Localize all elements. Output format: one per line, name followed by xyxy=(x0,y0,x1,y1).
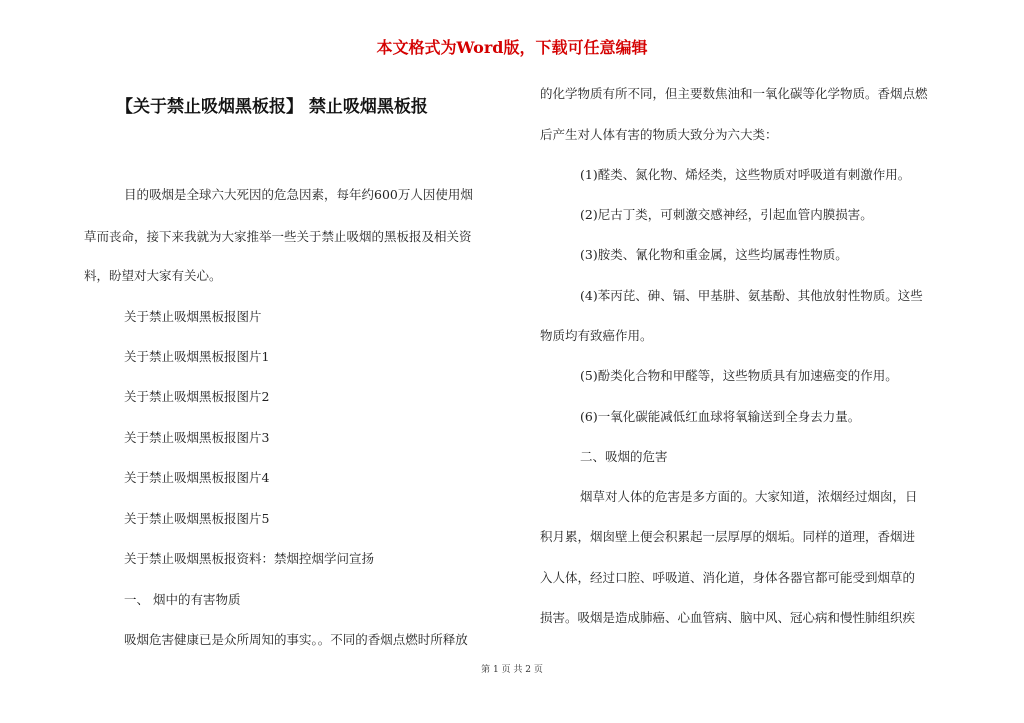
right-text-line: 入人体，经过口腔、呼吸道、消化道，身体各器官都可能受到烟草的 xyxy=(540,570,916,585)
right-text-line: 物质均有致癌作用。 xyxy=(540,328,653,343)
left-text-line: 关于禁止吸烟黑板报图片2 xyxy=(124,389,270,404)
left-text-line: 目的吸烟是全球六大死因的危急因素，每年约600万人因使用烟 xyxy=(124,187,473,202)
left-text-line: 料，盼望对大家有关心。 xyxy=(84,268,222,283)
right-text-line: 积月累，烟囱壁上便会积累起一层厚厚的烟垢。同样的道理，香烟进 xyxy=(540,529,916,544)
left-text-line: 关于禁止吸烟黑板报图片 xyxy=(124,309,262,324)
document-banner: 本文格式为Word版，下载可任意编辑 xyxy=(376,38,648,57)
right-text-line: (3)胺类、氰化物和重金属，这些均属毒性物质。 xyxy=(580,247,848,262)
right-text-line: 的化学物质有所不同，但主要数焦油和一氧化碳等化学物质。香烟点燃 xyxy=(540,86,928,101)
left-text-line: 吸烟危害健康已是众所周知的事实。。不同的香烟点燃时所释放 xyxy=(124,632,468,647)
left-text-line: 关于禁止吸烟黑板报图片3 xyxy=(124,430,270,445)
right-text-line: (1)醛类、氮化物、烯烃类，这些物质对呼吸道有刺激作用。 xyxy=(580,167,911,182)
document-title: 【关于禁止吸烟黑板报】 禁止吸烟黑板报 xyxy=(116,97,428,117)
right-section-heading: 二、吸烟的危害 xyxy=(580,449,668,464)
left-text-line: 关于禁止吸烟黑板报资料：禁烟控烟学问宣扬 xyxy=(124,551,375,566)
left-text-line: 关于禁止吸烟黑板报图片4 xyxy=(124,470,270,485)
right-text-line: 损害。吸烟是造成肺癌、心血管病、脑中风、冠心病和慢性肺组织疾 xyxy=(540,610,916,625)
right-text-line: (5)酚类化合物和甲醛等，这些物质具有加速癌变的作用。 xyxy=(580,368,898,383)
right-text-line: (6)一氧化碳能减低红血球将氧输送到全身去力量。 xyxy=(580,409,861,424)
right-text-line: 后产生对人体有害的物质大致分为六大类： xyxy=(540,127,778,142)
left-section-heading: 一、 烟中的有害物质 xyxy=(124,592,241,607)
page-number-footer: 第 1 页 共 2 页 xyxy=(481,665,543,675)
right-text-line: (4)苯丙芘、砷、镉、甲基肼、氨基酚、其他放射性物质。这些 xyxy=(580,288,923,303)
right-text-line: (2)尼古丁类，可刺激交感神经，引起血管内膜损害。 xyxy=(580,207,873,222)
left-text-line: 关于禁止吸烟黑板报图片5 xyxy=(124,511,270,526)
left-text-line: 关于禁止吸烟黑板报图片1 xyxy=(124,349,270,364)
left-text-line: 草而丧命，接下来我就为大家推举一些关于禁止吸烟的黑板报及相关资 xyxy=(84,229,472,244)
right-text-line: 烟草对人体的危害是多方面的。大家知道，浓烟经过烟囱，日 xyxy=(580,489,918,504)
